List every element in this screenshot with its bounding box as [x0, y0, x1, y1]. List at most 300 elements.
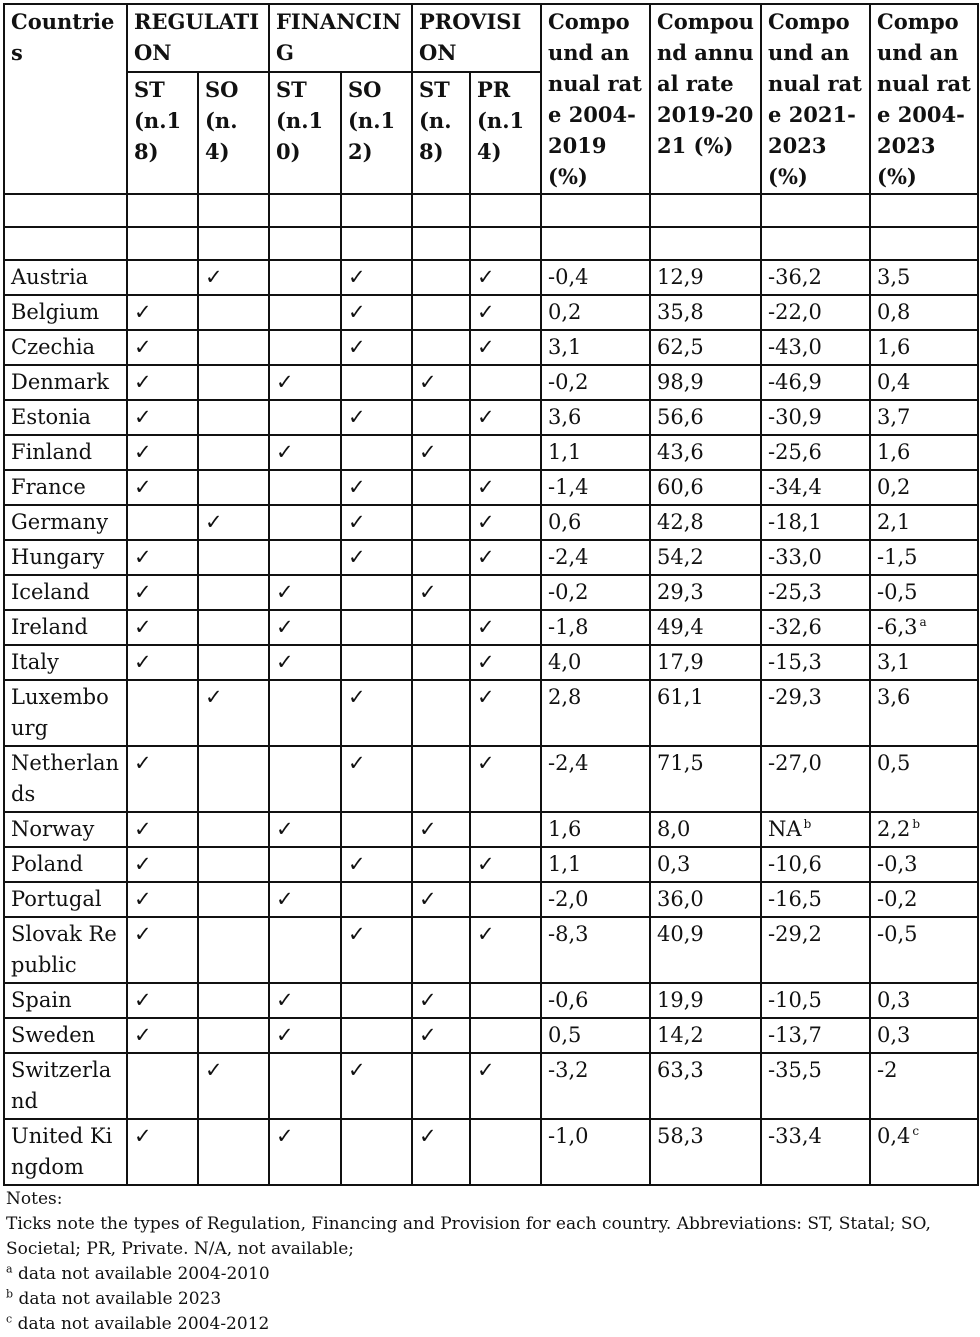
check-cell [198, 1119, 269, 1185]
rate-cell [541, 260, 650, 295]
table-row [4, 983, 978, 1018]
check-cell [341, 1053, 412, 1119]
check-cell [341, 505, 412, 540]
country-cell: Czechia [4, 330, 127, 365]
check-cell [269, 435, 341, 470]
check-cell [198, 365, 269, 400]
check-cell [127, 847, 198, 882]
country-cell: Portugal [4, 882, 127, 917]
rate-cell [650, 540, 761, 575]
rate-value: -0,5 [877, 580, 918, 604]
rate-cell [650, 400, 761, 435]
check-cell [341, 540, 412, 575]
rate-cell [541, 1053, 650, 1119]
rate-value: -27,0 [768, 751, 822, 775]
rate-cell [761, 680, 870, 746]
check-cell [198, 505, 269, 540]
rate-cell [870, 746, 978, 812]
check-cell [127, 645, 198, 680]
check-cell [127, 365, 198, 400]
rate-value: -0,6 [548, 988, 589, 1012]
header-regulation: REGULATION [127, 4, 269, 72]
check-cell [341, 575, 412, 610]
check-cell [470, 540, 541, 575]
note-item [6, 1312, 974, 1337]
check-mark-icon: ✓ [276, 817, 294, 841]
note-text: data not available 2023 [18, 1289, 222, 1309]
rate-cell [541, 983, 650, 1018]
rate-cell [870, 882, 978, 917]
check-cell [341, 610, 412, 645]
header-regulation-st: ST (n.18) [127, 72, 198, 194]
rate-value: 54,2 [657, 545, 704, 569]
rate-value: 19,9 [657, 988, 704, 1012]
check-cell [412, 400, 470, 435]
footnote-marker: b [912, 817, 921, 831]
check-cell [341, 746, 412, 812]
rate-cell [541, 400, 650, 435]
rate-value: -32,6 [768, 615, 822, 639]
rate-cell [650, 812, 761, 847]
check-cell [412, 1119, 470, 1185]
rate-cell [870, 505, 978, 540]
check-cell [269, 680, 341, 746]
rate-cell [650, 847, 761, 882]
rate-cell [650, 330, 761, 365]
table-row [4, 1119, 978, 1185]
rate-cell [650, 1053, 761, 1119]
rate-value: NA [768, 817, 802, 841]
rate-value: 12,9 [657, 265, 704, 289]
header-financing-st: ST (n.10) [269, 72, 341, 194]
check-cell [127, 295, 198, 330]
rate-value: -16,5 [768, 887, 822, 911]
rate-value: 98,9 [657, 370, 704, 394]
check-mark-icon: ✓ [477, 475, 495, 499]
rate-value: -43,0 [768, 335, 822, 359]
check-cell [470, 610, 541, 645]
rate-cell [650, 610, 761, 645]
check-cell [341, 812, 412, 847]
table-row [4, 400, 978, 435]
rate-value: -29,2 [768, 922, 822, 946]
rate-value: 3,5 [877, 265, 911, 289]
check-cell [198, 746, 269, 812]
check-cell [341, 295, 412, 330]
rate-value: -1,4 [548, 475, 589, 499]
check-cell [470, 1053, 541, 1119]
check-cell [269, 746, 341, 812]
rate-cell [870, 680, 978, 746]
rate-value: -10,6 [768, 852, 822, 876]
check-cell [341, 400, 412, 435]
check-mark-icon: ✓ [276, 1124, 294, 1148]
check-mark-icon: ✓ [134, 650, 152, 674]
check-cell [341, 645, 412, 680]
rate-cell [761, 847, 870, 882]
check-mark-icon: ✓ [134, 922, 152, 946]
rate-cell [761, 983, 870, 1018]
country-data-table [3, 3, 979, 1186]
check-cell [412, 470, 470, 505]
rate-cell [541, 847, 650, 882]
rate-cell [541, 610, 650, 645]
check-cell [412, 435, 470, 470]
check-cell [127, 505, 198, 540]
rate-cell [761, 295, 870, 330]
check-mark-icon: ✓ [134, 440, 152, 464]
note-marker: c [6, 1312, 13, 1326]
check-cell [412, 365, 470, 400]
check-cell [269, 610, 341, 645]
check-cell [198, 575, 269, 610]
rate-cell [541, 1018, 650, 1053]
rate-value: -34,4 [768, 475, 822, 499]
rate-cell [761, 812, 870, 847]
check-mark-icon: ✓ [419, 440, 437, 464]
rate-value: 63,3 [657, 1058, 704, 1082]
rate-cell [541, 470, 650, 505]
rate-cell [761, 746, 870, 812]
table-body [4, 194, 978, 1185]
rate-cell [870, 435, 978, 470]
check-cell [412, 917, 470, 983]
check-mark-icon: ✓ [205, 1058, 223, 1082]
rate-value: -0,4 [548, 265, 589, 289]
rate-value: -1,8 [548, 615, 589, 639]
check-cell [470, 505, 541, 540]
table-row [4, 746, 978, 812]
rate-cell [541, 575, 650, 610]
country-cell: Spain [4, 983, 127, 1018]
header-financing-so: SO (n.12) [341, 72, 412, 194]
rate-value: -30,9 [768, 405, 822, 429]
check-cell [198, 917, 269, 983]
rate-value: -3,2 [548, 1058, 589, 1082]
rate-value: -29,3 [768, 685, 822, 709]
country-cell: Austria [4, 260, 127, 295]
rate-value: 42,8 [657, 510, 704, 534]
rate-value: -0,2 [548, 370, 589, 394]
rate-value: -0,2 [548, 580, 589, 604]
rate-value: 0,5 [877, 751, 911, 775]
check-mark-icon: ✓ [276, 440, 294, 464]
check-mark-icon: ✓ [477, 1058, 495, 1082]
check-cell [198, 295, 269, 330]
rate-value: 35,8 [657, 300, 704, 324]
check-cell [127, 540, 198, 575]
rate-cell [650, 1119, 761, 1185]
check-cell [341, 983, 412, 1018]
check-cell [470, 400, 541, 435]
rate-value: -25,6 [768, 440, 822, 464]
check-cell [412, 882, 470, 917]
check-cell [127, 470, 198, 505]
rate-value: -0,2 [877, 887, 918, 911]
check-cell [198, 882, 269, 917]
check-mark-icon: ✓ [477, 405, 495, 429]
rate-cell [650, 295, 761, 330]
check-cell [269, 400, 341, 435]
rate-cell [870, 1119, 978, 1185]
notes-section [3, 1186, 977, 1337]
check-cell [269, 812, 341, 847]
check-cell [412, 1018, 470, 1053]
check-mark-icon: ✓ [419, 817, 437, 841]
check-cell [341, 680, 412, 746]
notes-title: Notes: [6, 1189, 63, 1209]
rate-cell [541, 882, 650, 917]
check-cell [198, 435, 269, 470]
rate-cell [761, 330, 870, 365]
check-cell [198, 680, 269, 746]
rate-cell [650, 680, 761, 746]
rate-cell [761, 470, 870, 505]
check-cell [127, 1053, 198, 1119]
footnote-marker: b [803, 817, 812, 831]
check-cell [198, 470, 269, 505]
check-mark-icon: ✓ [477, 922, 495, 946]
check-cell [341, 882, 412, 917]
header-provision-st: ST (n.8) [412, 72, 470, 194]
rate-cell [650, 435, 761, 470]
check-mark-icon: ✓ [477, 751, 495, 775]
check-cell [269, 295, 341, 330]
rate-value: 0,8 [877, 300, 911, 324]
check-cell [470, 365, 541, 400]
rate-value: 0,4 [877, 370, 911, 394]
rate-cell [870, 575, 978, 610]
rate-value: -46,9 [768, 370, 822, 394]
check-mark-icon: ✓ [477, 335, 495, 359]
rate-cell [761, 575, 870, 610]
check-cell [269, 365, 341, 400]
check-mark-icon: ✓ [134, 1023, 152, 1047]
rate-value: -2 [877, 1058, 898, 1082]
check-mark-icon: ✓ [134, 1124, 152, 1148]
note-text: data not available 2004-2012 [17, 1314, 270, 1334]
check-mark-icon: ✓ [419, 1023, 437, 1047]
check-cell [341, 1119, 412, 1185]
country-cell: Hungary [4, 540, 127, 575]
check-mark-icon: ✓ [134, 887, 152, 911]
rate-cell [541, 917, 650, 983]
rate-cell [870, 1018, 978, 1053]
rate-value: -15,3 [768, 650, 822, 674]
rate-value: 3,6 [877, 685, 911, 709]
check-mark-icon: ✓ [276, 1023, 294, 1047]
check-mark-icon: ✓ [477, 685, 495, 709]
rate-value: 3,1 [548, 335, 582, 359]
rate-value: 36,0 [657, 887, 704, 911]
check-mark-icon: ✓ [134, 475, 152, 499]
check-mark-icon: ✓ [477, 650, 495, 674]
rate-value: 4,0 [548, 650, 582, 674]
check-cell [341, 260, 412, 295]
header-provision: PROVISION [412, 4, 541, 72]
rate-cell [650, 1018, 761, 1053]
note-marker: b [6, 1287, 14, 1301]
country-cell: Finland [4, 435, 127, 470]
rate-cell [761, 400, 870, 435]
rate-value: -2,0 [548, 887, 589, 911]
check-cell [127, 575, 198, 610]
check-mark-icon: ✓ [134, 335, 152, 359]
rate-cell [541, 295, 650, 330]
table-row [4, 610, 978, 645]
check-cell [341, 435, 412, 470]
check-cell [412, 847, 470, 882]
check-mark-icon: ✓ [134, 545, 152, 569]
table-header [4, 4, 978, 194]
rate-cell [650, 575, 761, 610]
check-mark-icon: ✓ [205, 265, 223, 289]
table-row [4, 847, 978, 882]
check-cell [127, 260, 198, 295]
check-cell [470, 983, 541, 1018]
check-cell [127, 435, 198, 470]
table-row [4, 435, 978, 470]
check-cell [470, 680, 541, 746]
rate-cell [870, 645, 978, 680]
check-mark-icon: ✓ [348, 852, 366, 876]
rate-cell [761, 610, 870, 645]
check-cell [412, 746, 470, 812]
rate-cell [650, 882, 761, 917]
table-row [4, 882, 978, 917]
check-mark-icon: ✓ [134, 751, 152, 775]
note-text: data not available 2004-2010 [17, 1264, 270, 1284]
check-cell [269, 330, 341, 365]
check-cell [127, 1018, 198, 1053]
rate-value: -8,3 [548, 922, 589, 946]
note-marker: a [6, 1262, 13, 1276]
rate-value: 1,1 [548, 440, 582, 464]
check-mark-icon: ✓ [419, 580, 437, 604]
table-row [4, 645, 978, 680]
check-mark-icon: ✓ [276, 615, 294, 639]
rate-cell [761, 882, 870, 917]
rate-cell [541, 680, 650, 746]
blank-row [4, 227, 978, 260]
check-cell [412, 610, 470, 645]
rate-value: 0,3 [657, 852, 691, 876]
rate-value: -33,4 [768, 1124, 822, 1148]
rate-value: 0,4 [877, 1124, 911, 1148]
rate-value: -22,0 [768, 300, 822, 324]
check-cell [412, 812, 470, 847]
notes-text: Ticks note the types of Regulation, Financing and Provision for each country. Abbreviations: ST, Statal; SO, Societal; PR, Private. N/A, not available; [6, 1214, 931, 1259]
rate-value: 43,6 [657, 440, 704, 464]
rate-value: 1,6 [877, 440, 911, 464]
rate-value: 17,9 [657, 650, 704, 674]
check-cell [269, 540, 341, 575]
check-cell [412, 330, 470, 365]
check-cell [269, 882, 341, 917]
rate-value: 0,5 [548, 1023, 582, 1047]
check-cell [269, 505, 341, 540]
check-cell [412, 295, 470, 330]
check-mark-icon: ✓ [348, 335, 366, 359]
country-cell: Switzerland [4, 1053, 127, 1119]
rate-cell [650, 505, 761, 540]
check-cell [127, 1119, 198, 1185]
rate-value: 56,6 [657, 405, 704, 429]
rate-cell [870, 295, 978, 330]
rate-cell [761, 505, 870, 540]
check-cell [470, 295, 541, 330]
check-cell [412, 260, 470, 295]
header-regulation-so: SO (n.4) [198, 72, 269, 194]
check-cell [470, 882, 541, 917]
rate-value: -0,3 [877, 852, 918, 876]
country-cell: Belgium [4, 295, 127, 330]
check-cell [412, 645, 470, 680]
rate-value: 2,1 [877, 510, 911, 534]
country-cell: Sweden [4, 1018, 127, 1053]
rate-value: 0,3 [877, 1023, 911, 1047]
check-cell [412, 505, 470, 540]
rate-value: -10,5 [768, 988, 822, 1012]
check-mark-icon: ✓ [134, 817, 152, 841]
check-cell [198, 260, 269, 295]
rate-cell [761, 540, 870, 575]
check-mark-icon: ✓ [276, 370, 294, 394]
rate-value: -18,1 [768, 510, 822, 534]
check-cell [269, 470, 341, 505]
check-cell [470, 1018, 541, 1053]
check-cell [269, 260, 341, 295]
country-cell: Luxembourg [4, 680, 127, 746]
note-item [6, 1262, 974, 1287]
country-cell: Norway [4, 812, 127, 847]
table-row [4, 505, 978, 540]
rate-value: 0,3 [877, 988, 911, 1012]
header-financing: FINANCING [269, 4, 412, 72]
country-cell: Iceland [4, 575, 127, 610]
rate-value: 0,6 [548, 510, 582, 534]
check-cell [269, 1018, 341, 1053]
rate-value: -36,2 [768, 265, 822, 289]
check-mark-icon: ✓ [477, 615, 495, 639]
blank-row [4, 194, 978, 227]
rate-cell [761, 645, 870, 680]
check-cell [470, 917, 541, 983]
rate-value: 40,9 [657, 922, 704, 946]
check-cell [269, 847, 341, 882]
check-cell [470, 330, 541, 365]
check-cell [341, 847, 412, 882]
check-cell [198, 1053, 269, 1119]
rate-value: -2,4 [548, 545, 589, 569]
check-mark-icon: ✓ [477, 265, 495, 289]
rate-cell [761, 260, 870, 295]
rate-cell [870, 470, 978, 505]
country-cell: France [4, 470, 127, 505]
rate-value: 60,6 [657, 475, 704, 499]
header-rate-2004-2023: Compound annual rate 2004-2023 (%) [870, 4, 978, 194]
rate-cell [650, 260, 761, 295]
rate-value: -35,5 [768, 1058, 822, 1082]
rate-cell [541, 645, 650, 680]
check-mark-icon: ✓ [276, 887, 294, 911]
check-cell [470, 812, 541, 847]
table-row [4, 540, 978, 575]
check-mark-icon: ✓ [419, 1124, 437, 1148]
check-cell [470, 1119, 541, 1185]
rate-cell [541, 1119, 650, 1185]
check-cell [412, 575, 470, 610]
